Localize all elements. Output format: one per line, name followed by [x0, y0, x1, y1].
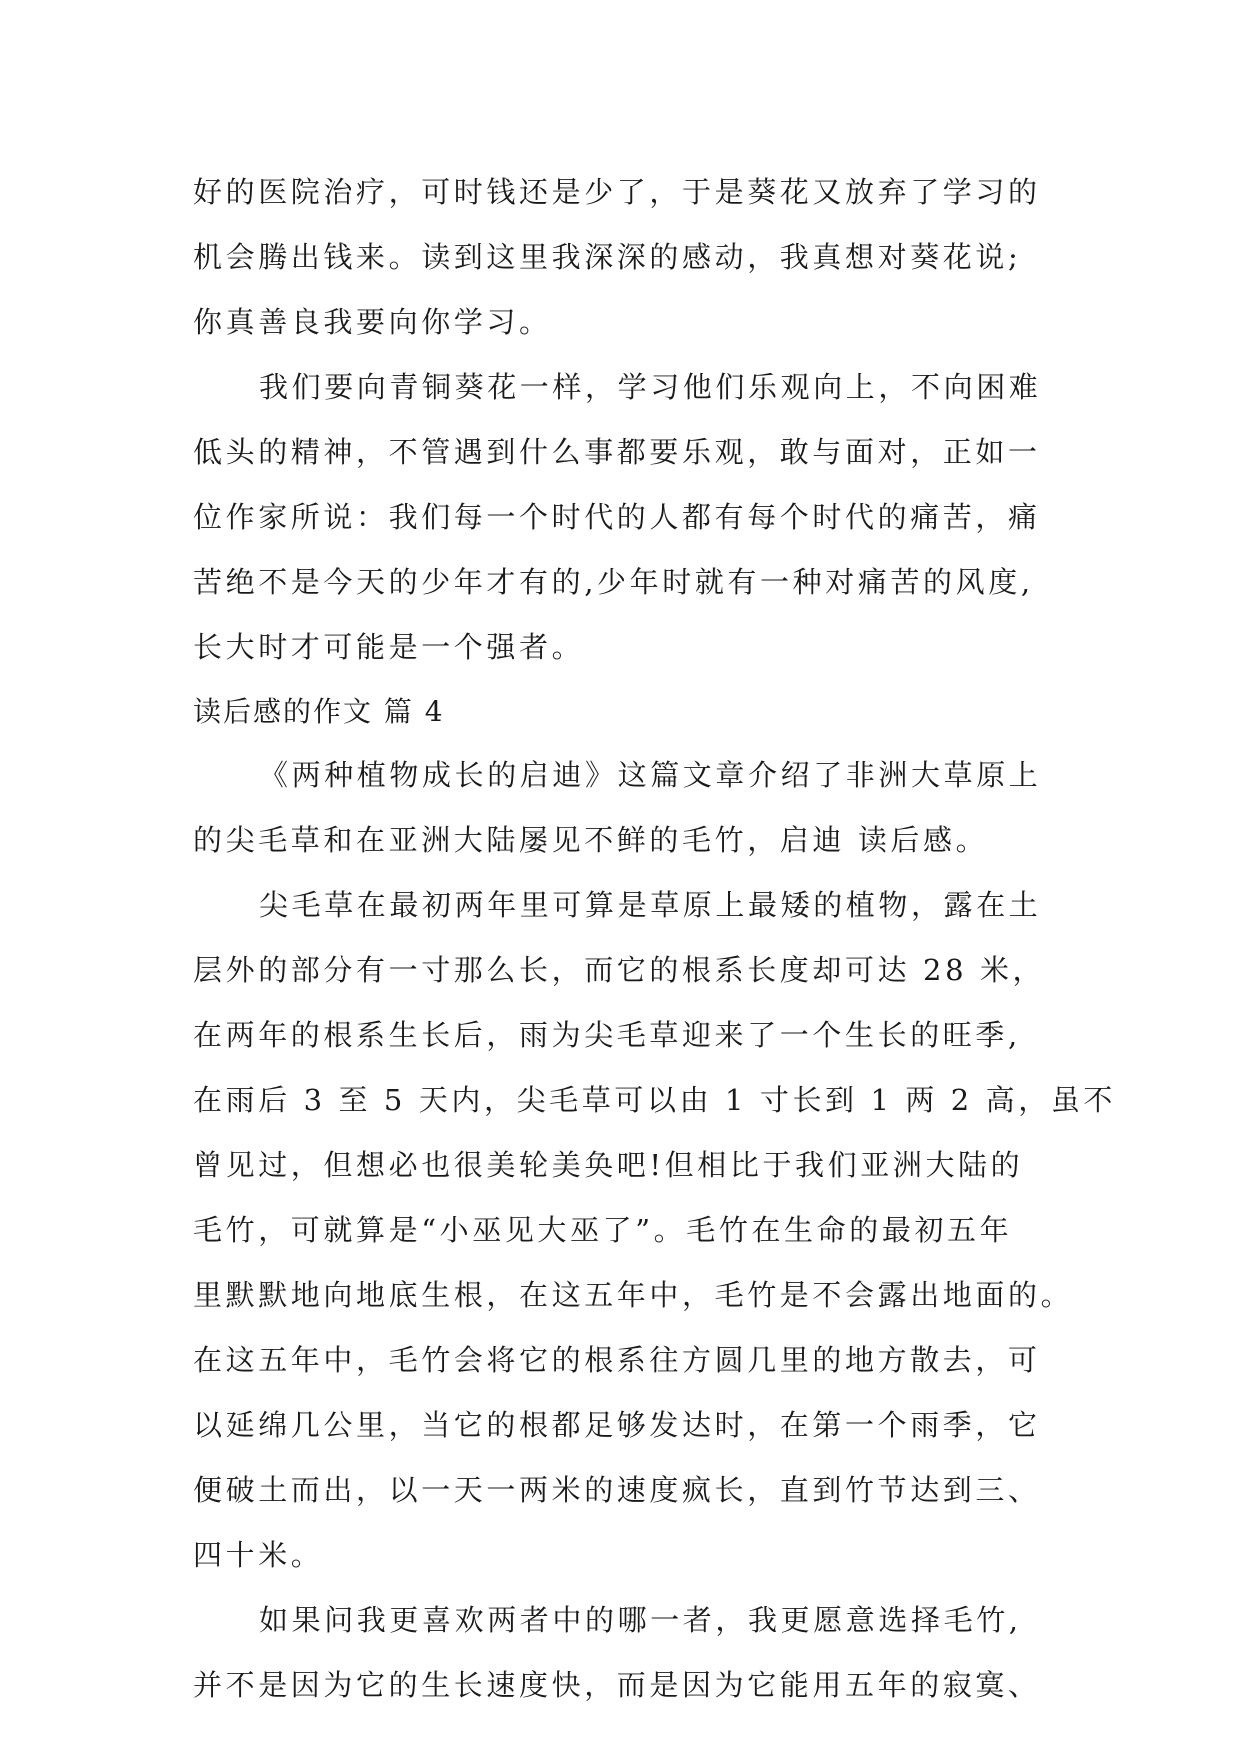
document-body [193, 160, 1117, 1718]
text-line: 在两年的根系生长后，雨为尖毛草迎来了一个生长的旺季, [193, 1018, 1021, 1052]
paragraph-start-line: 如果问我更喜欢两者中的哪一者，我更愿意选择毛竹, [259, 1603, 1022, 1637]
paragraph-start-line: 《两种植物成长的启迪》这篇文章介绍了非洲大草原上 [259, 758, 1042, 792]
text-line: 在这五年中，毛竹会将它的根系往方圆几里的地方散去，可 [193, 1343, 1041, 1377]
text-line: 并不是因为它的生长速度快，而是因为它能用五年的寂寞、 [193, 1668, 1041, 1702]
paragraph-start-line: 尖毛草在最初两年里可算是草原上最矮的植物，露在土 [259, 888, 1042, 922]
text-line: 长大时才可能是一个强者。 [193, 630, 585, 664]
text-line: 好的医院治疗，可时钱还是少了，于是葵花又放弃了学习的 [193, 175, 1041, 209]
text-line: 层外的部分有一寸那么长，而它的根系长度却可达 28 米， [193, 953, 1046, 987]
text-line: 便破土而出，以一天一两米的速度疯长，直到竹节达到三、 [193, 1473, 1041, 1507]
text-line: 在雨后 3 至 5 天内，尖毛草可以由 1 寸长到 1 两 2 高，虽不 [193, 1083, 1117, 1117]
text-line: 位作家所说：我们每一个时代的人都有每个时代的痛苦，痛 [193, 500, 1041, 534]
text-line: 机会腾出钱来。读到这里我深深的感动，我真想对葵花说; [193, 240, 1022, 274]
text-line: 里默默地向地底生根，在这五年中，毛竹是不会露出地面的。 [193, 1278, 1074, 1312]
text-line: 你真善良我要向你学习。 [193, 305, 552, 339]
text-line: 低头的精神，不管遇到什么事都要乐观，敢与面对，正如一 [193, 435, 1041, 469]
paragraph-start-line: 我们要向青铜葵花一样，学习他们乐观向上，不向困难 [259, 370, 1042, 404]
text-line: 苦绝不是今天的少年才有的,少年时就有一种对痛苦的风度, [193, 565, 1034, 599]
text-line: 曾见过，但想必也很美轮美奂吧!但相比于我们亚洲大陆的 [193, 1148, 1024, 1182]
text-line: 以延绵几公里，当它的根都足够发达时，在第一个雨季，它 [193, 1408, 1041, 1442]
text-line: 毛竹，可就算是“小巫见大巫了”。毛竹在生命的最初五年 [193, 1213, 1013, 1247]
section-heading: 读后感的作文 篇 4 [193, 695, 445, 728]
text-line: 四十米。 [193, 1538, 324, 1572]
text-line: 的尖毛草和在亚洲大陆屡见不鲜的毛竹，启迪 读后感。 [193, 823, 989, 857]
